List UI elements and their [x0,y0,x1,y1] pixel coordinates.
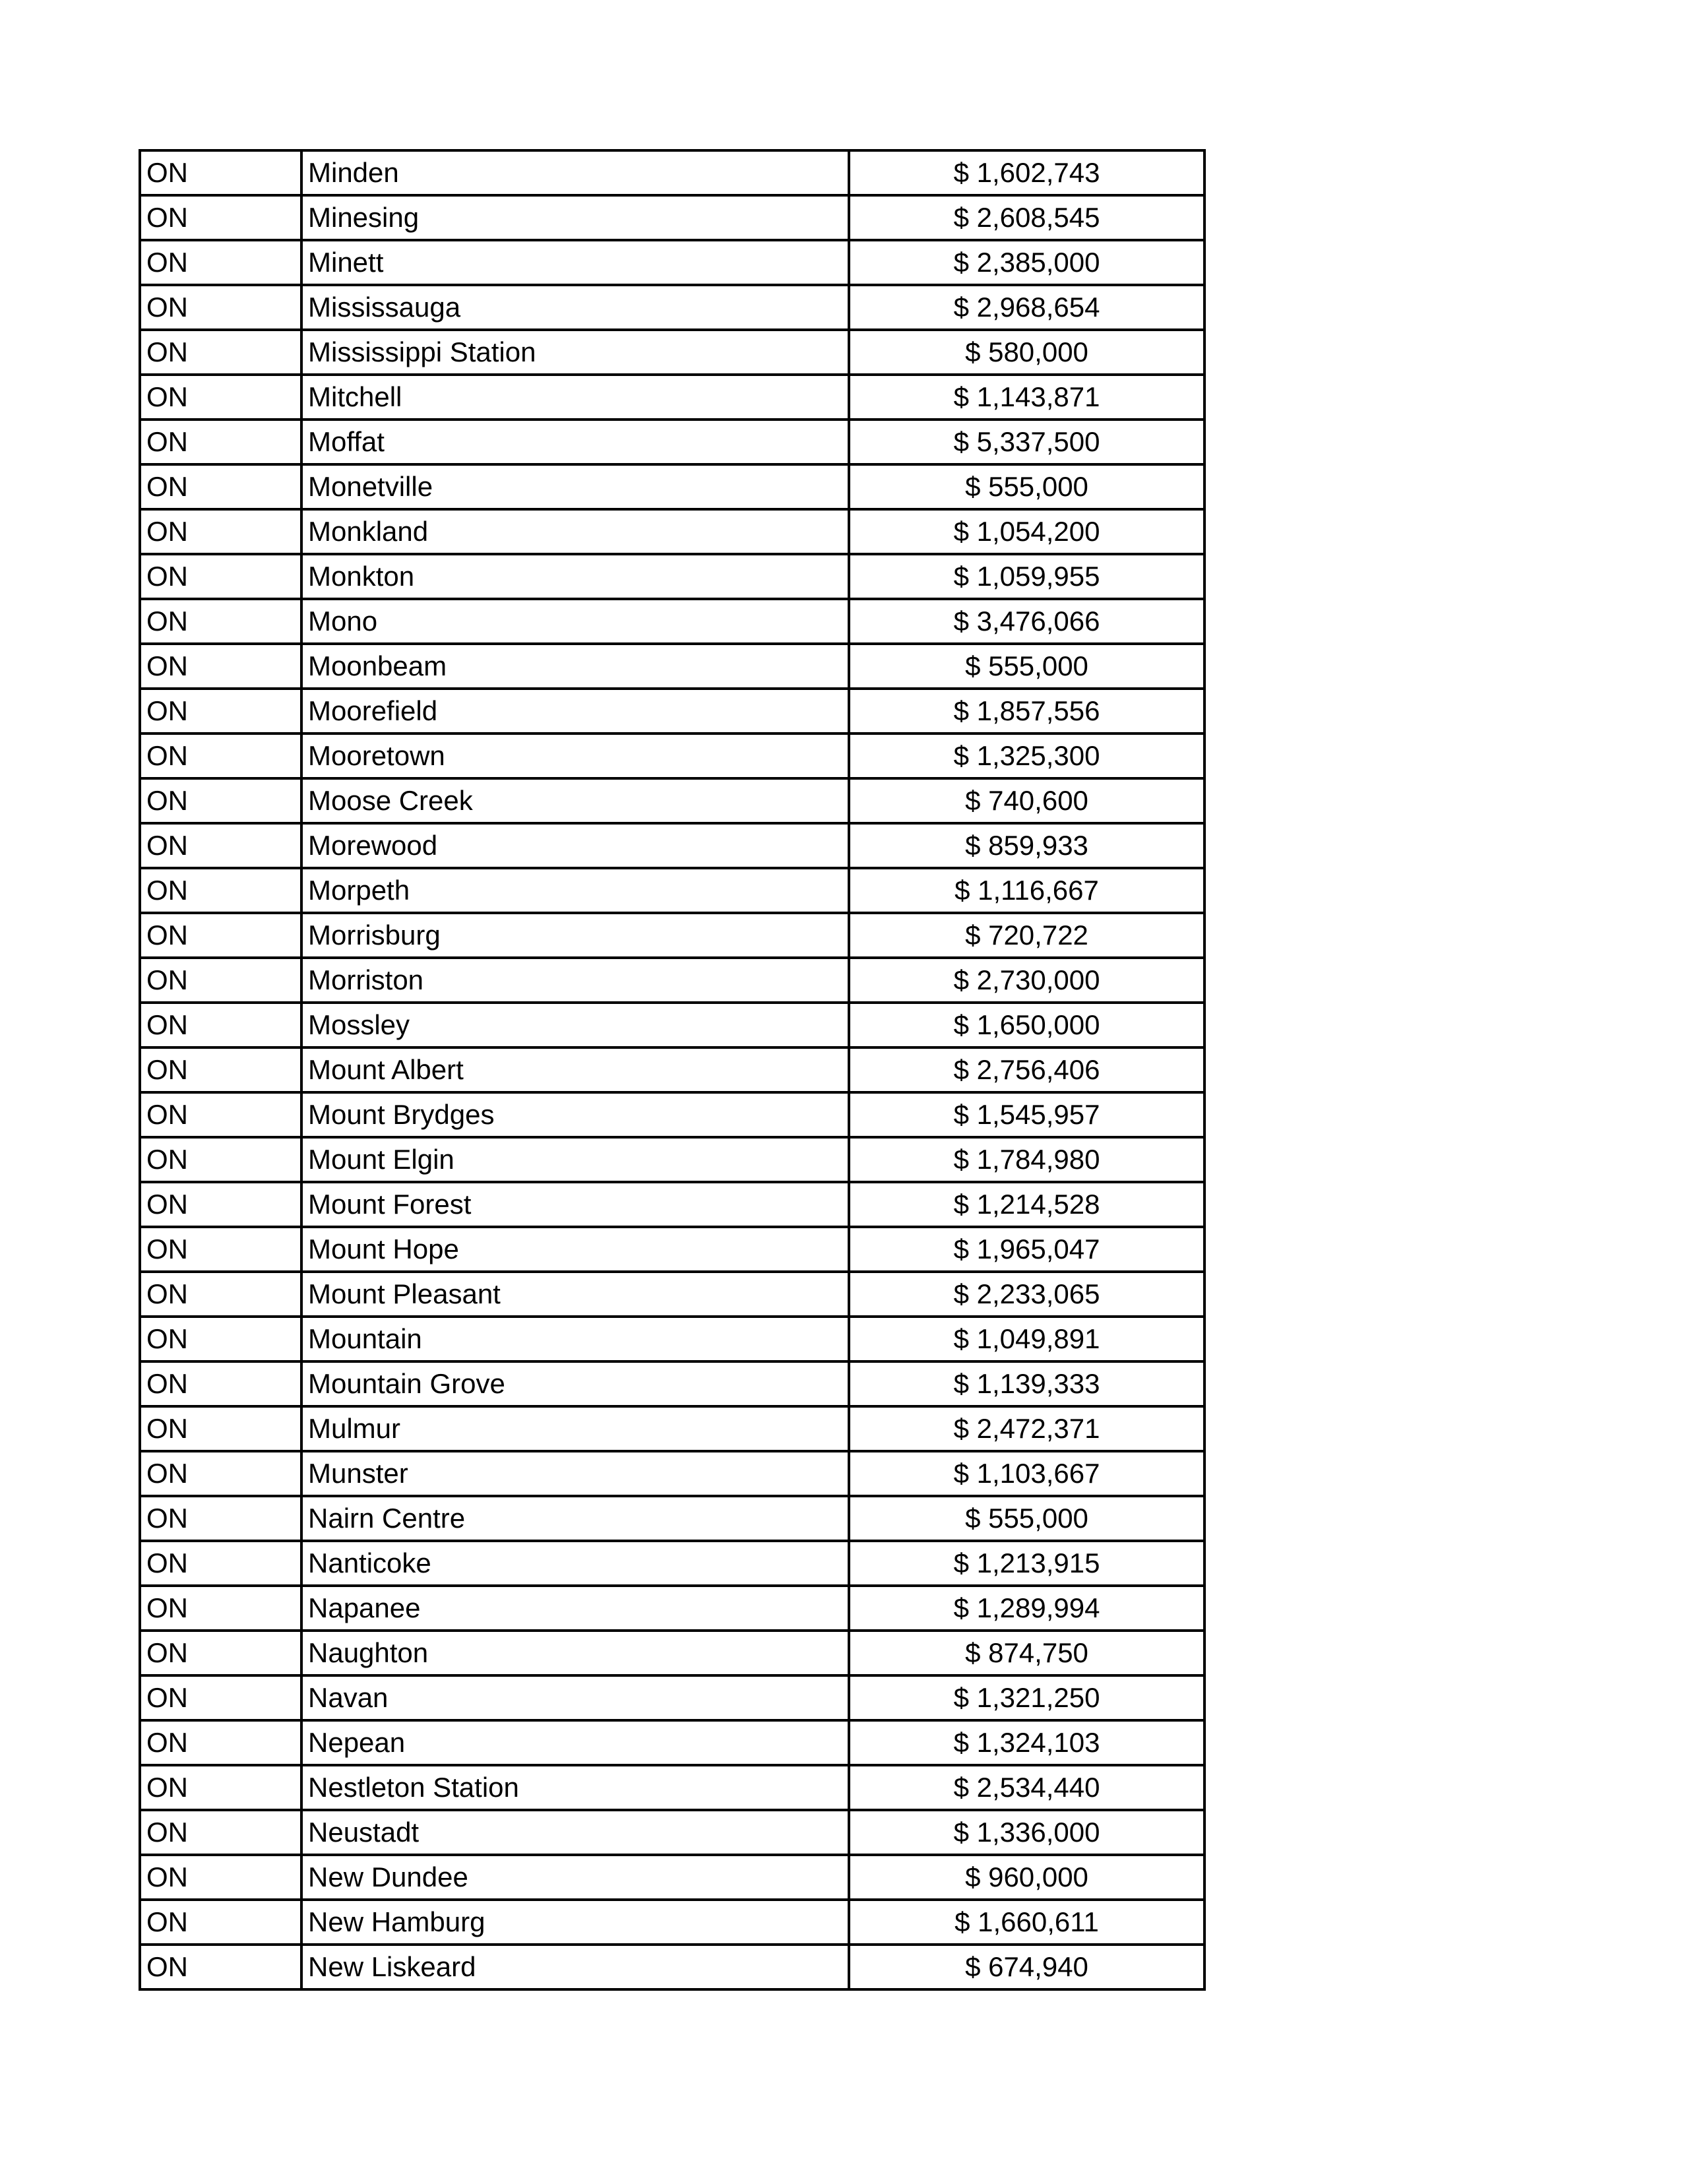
amount-cell: $ 2,756,406 [849,1047,1204,1092]
place-cell: Mountain Grove [301,1361,849,1406]
province-cell: ON [140,330,301,375]
amount-cell: $ 2,968,654 [849,285,1204,330]
amount-cell: $ 1,325,300 [849,733,1204,778]
province-cell: ON [140,733,301,778]
place-cell: Mississauga [301,285,849,330]
amount-cell: $ 2,385,000 [849,240,1204,285]
province-cell: ON [140,689,301,733]
province-cell: ON [140,1317,301,1361]
province-cell: ON [140,1675,301,1720]
province-cell: ON [140,599,301,644]
table-row [140,913,1204,958]
table-row [140,1361,1204,1406]
place-cell: Munster [301,1451,849,1496]
place-cell: Monkland [301,509,849,554]
amount-cell: $ 2,472,371 [849,1406,1204,1451]
table-row [140,554,1204,599]
amount-cell: $ 2,534,440 [849,1765,1204,1810]
table-row [140,420,1204,464]
province-cell: ON [140,1451,301,1496]
table-row [140,1003,1204,1047]
place-cell: Nestleton Station [301,1765,849,1810]
province-cell: ON [140,1092,301,1137]
place-cell: Minesing [301,195,849,240]
amount-cell: $ 1,116,667 [849,868,1204,913]
province-cell: ON [140,375,301,420]
province-cell: ON [140,778,301,823]
amount-cell: $ 859,933 [849,823,1204,868]
province-cell: ON [140,1855,301,1900]
place-cell: Moonbeam [301,644,849,689]
table-row [140,1317,1204,1361]
amount-cell: $ 1,289,994 [849,1586,1204,1631]
place-cell: Nairn Centre [301,1496,849,1541]
amount-cell: $ 1,857,556 [849,689,1204,733]
amount-cell: $ 1,324,103 [849,1720,1204,1765]
data-table [139,149,1206,1991]
table-row [140,1406,1204,1451]
amount-cell: $ 1,784,980 [849,1137,1204,1182]
place-cell: Mount Elgin [301,1137,849,1182]
province-cell: ON [140,150,301,195]
table-row [140,464,1204,509]
province-cell: ON [140,1945,301,1989]
table-body [140,150,1204,1989]
amount-cell: $ 555,000 [849,1496,1204,1541]
place-cell: Mitchell [301,375,849,420]
amount-cell: $ 1,602,743 [849,150,1204,195]
amount-cell: $ 1,143,871 [849,375,1204,420]
place-cell: Mountain [301,1317,849,1361]
table-row [140,1855,1204,1900]
province-cell: ON [140,1631,301,1675]
place-cell: Naughton [301,1631,849,1675]
place-cell: Mount Brydges [301,1092,849,1137]
table-row [140,1137,1204,1182]
place-cell: Moose Creek [301,778,849,823]
amount-cell: $ 5,337,500 [849,420,1204,464]
amount-cell: $ 2,608,545 [849,195,1204,240]
province-cell: ON [140,1272,301,1317]
province-cell: ON [140,1361,301,1406]
amount-cell: $ 1,214,528 [849,1182,1204,1227]
place-cell: Mono [301,599,849,644]
table-row [140,150,1204,195]
amount-cell: $ 1,059,955 [849,554,1204,599]
province-cell: ON [140,1765,301,1810]
table-row [140,1182,1204,1227]
amount-cell: $ 1,336,000 [849,1810,1204,1855]
amount-cell: $ 740,600 [849,778,1204,823]
amount-cell: $ 2,730,000 [849,958,1204,1003]
province-cell: ON [140,1810,301,1855]
table-row [140,1272,1204,1317]
province-cell: ON [140,913,301,958]
province-cell: ON [140,868,301,913]
amount-cell: $ 3,476,066 [849,599,1204,644]
amount-cell: $ 960,000 [849,1855,1204,1900]
place-cell: New Liskeard [301,1945,849,1989]
amount-cell: $ 555,000 [849,644,1204,689]
amount-cell: $ 1,321,250 [849,1675,1204,1720]
place-cell: Mount Forest [301,1182,849,1227]
province-cell: ON [140,644,301,689]
table-row [140,330,1204,375]
province-cell: ON [140,1406,301,1451]
place-cell: New Hamburg [301,1900,849,1945]
province-cell: ON [140,554,301,599]
amount-cell: $ 1,965,047 [849,1227,1204,1272]
place-cell: Mount Albert [301,1047,849,1092]
place-cell: Moffat [301,420,849,464]
table-row [140,1900,1204,1945]
province-cell: ON [140,1586,301,1631]
place-cell: Moorefield [301,689,849,733]
table-row [140,1945,1204,1989]
province-cell: ON [140,509,301,554]
table-row [140,778,1204,823]
table-row [140,1675,1204,1720]
province-cell: ON [140,823,301,868]
table-row [140,1227,1204,1272]
place-cell: Minett [301,240,849,285]
amount-cell: $ 1,049,891 [849,1317,1204,1361]
table-row [140,1092,1204,1137]
table-row [140,599,1204,644]
amount-cell: $ 1,054,200 [849,509,1204,554]
amount-cell: $ 1,660,611 [849,1900,1204,1945]
province-cell: ON [140,1003,301,1047]
province-cell: ON [140,1496,301,1541]
amount-cell: $ 1,139,333 [849,1361,1204,1406]
place-cell: Monkton [301,554,849,599]
province-cell: ON [140,464,301,509]
table-row [140,1765,1204,1810]
table-row [140,1810,1204,1855]
table-row [140,1451,1204,1496]
place-cell: Mossley [301,1003,849,1047]
place-cell: Morewood [301,823,849,868]
amount-cell: $ 1,545,957 [849,1092,1204,1137]
table-row [140,689,1204,733]
table-row [140,868,1204,913]
place-cell: Mulmur [301,1406,849,1451]
province-cell: ON [140,1900,301,1945]
province-cell: ON [140,1541,301,1586]
province-cell: ON [140,285,301,330]
table-row [140,823,1204,868]
province-cell: ON [140,1047,301,1092]
place-cell: Mooretown [301,733,849,778]
province-cell: ON [140,195,301,240]
place-cell: Mount Pleasant [301,1272,849,1317]
place-cell: New Dundee [301,1855,849,1900]
place-cell: Mississippi Station [301,330,849,375]
place-cell: Nepean [301,1720,849,1765]
place-cell: Morpeth [301,868,849,913]
table-row [140,1541,1204,1586]
place-cell: Napanee [301,1586,849,1631]
table-row [140,644,1204,689]
place-cell: Neustadt [301,1810,849,1855]
place-cell: Minden [301,150,849,195]
amount-cell: $ 720,722 [849,913,1204,958]
province-cell: ON [140,420,301,464]
place-cell: Monetville [301,464,849,509]
province-cell: ON [140,240,301,285]
amount-cell: $ 1,213,915 [849,1541,1204,1586]
province-cell: ON [140,1227,301,1272]
table-row [140,1586,1204,1631]
place-cell: Nanticoke [301,1541,849,1586]
table-row [140,285,1204,330]
place-cell: Navan [301,1675,849,1720]
amount-cell: $ 1,103,667 [849,1451,1204,1496]
amount-cell: $ 2,233,065 [849,1272,1204,1317]
province-cell: ON [140,958,301,1003]
province-cell: ON [140,1182,301,1227]
amount-cell: $ 874,750 [849,1631,1204,1675]
table-row [140,1496,1204,1541]
table-row [140,195,1204,240]
place-cell: Morrisburg [301,913,849,958]
table-row [140,1047,1204,1092]
table-row [140,375,1204,420]
table-row [140,958,1204,1003]
amount-cell: $ 555,000 [849,464,1204,509]
amount-cell: $ 1,650,000 [849,1003,1204,1047]
amount-cell: $ 580,000 [849,330,1204,375]
table-row [140,733,1204,778]
place-cell: Mount Hope [301,1227,849,1272]
table-row [140,240,1204,285]
table-row [140,1720,1204,1765]
table-row [140,509,1204,554]
province-cell: ON [140,1137,301,1182]
place-cell: Morriston [301,958,849,1003]
table-row [140,1631,1204,1675]
amount-cell: $ 674,940 [849,1945,1204,1989]
province-cell: ON [140,1720,301,1765]
